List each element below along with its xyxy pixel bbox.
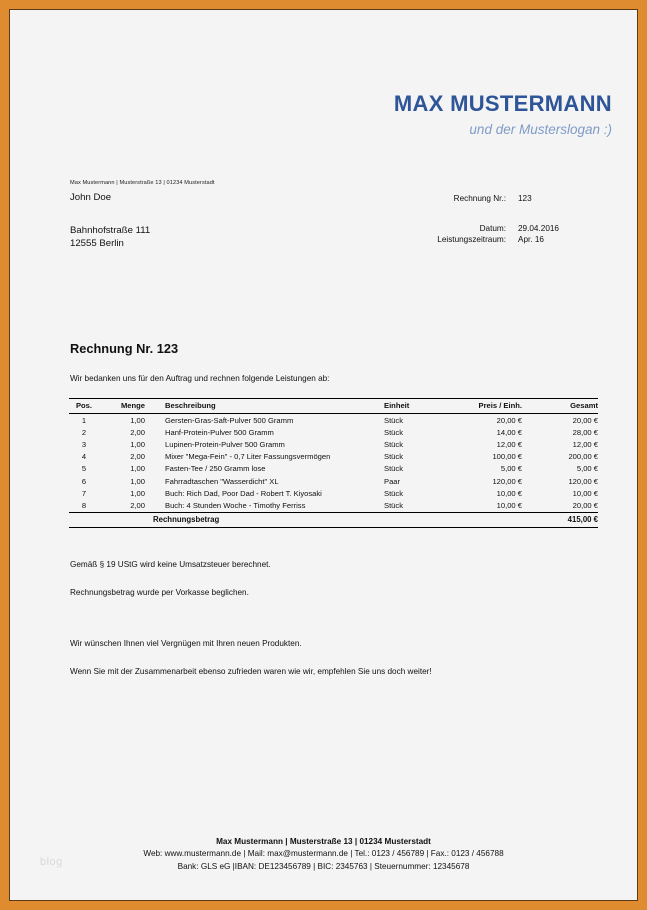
table-row <box>69 499 598 512</box>
cell-gesamt: 10,00 € <box>572 488 598 498</box>
cell-beschreibung: Gersten-Gras-Saft-Pulver 500 Gramm <box>165 415 294 425</box>
invoice-number-row <box>437 194 580 204</box>
cell-beschreibung: Fahrradtaschen "Wasserdicht" XL <box>165 476 279 486</box>
invoice-number-value: 123 <box>518 194 532 203</box>
cell-menge: 1,00 <box>130 464 145 474</box>
invoice-date-value: 29.04.2016 <box>518 224 559 234</box>
cell-beschreibung: Buch: 4 Stunden Woche - Timothy Ferriss <box>165 500 306 510</box>
total-spacer-1 <box>69 512 99 527</box>
cell-pos: 1 <box>81 415 87 425</box>
header-beschreibung: Beschreibung <box>153 399 384 414</box>
watermark: blog <box>40 856 63 868</box>
note-enjoy: Wir wünschen Ihnen viel Vergnügen mit Ihren neuen Produkten. <box>70 639 302 648</box>
cell-menge: 2,00 <box>130 500 145 510</box>
cell-einheit: Stück <box>384 415 403 425</box>
cell-gesamt: 5,00 € <box>576 464 598 474</box>
cell-einheit: Paar <box>384 476 401 486</box>
table-header-row <box>69 399 598 414</box>
cell-menge: 1,00 <box>130 488 145 498</box>
footer-contact-line: Web: www.mustermann.de | Mail: max@mustermann.de | Tel.: 0123 / 456789 | Fax.: 0123 / 456788 <box>143 849 504 859</box>
cell-menge: 1,00 <box>130 476 145 486</box>
cell-einheit: Stück <box>384 427 403 437</box>
note-spacer <box>70 569 590 588</box>
cell-beschreibung: Mixer "Mega-Fein" - 0,7 Liter Fassungsvermögen <box>165 452 331 462</box>
cell-preis: 10,00 € <box>496 488 522 498</box>
recipient-address <box>70 192 150 249</box>
header-preis: Preis / Einh. <box>444 399 522 414</box>
note-tax: Gemäß § 19 UStG wird keine Umsatzsteuer berechnet. <box>70 560 271 569</box>
total-spacer-4 <box>444 512 522 527</box>
cell-preis: 5,00 € <box>500 464 522 474</box>
note-spacer <box>70 597 590 639</box>
table-row <box>69 487 598 499</box>
table-row <box>69 475 598 487</box>
letterhead <box>394 92 612 138</box>
cell-beschreibung: Lupinen-Protein-Pulver 500 Gramm <box>165 439 285 449</box>
cell-pos: 6 <box>81 476 87 486</box>
service-period-row <box>437 235 580 245</box>
recipient-city: 12555 Berlin <box>70 238 124 250</box>
header-einheit: Einheit <box>384 399 444 414</box>
line-items-table <box>69 398 598 528</box>
cell-menge: 2,00 <box>130 452 145 462</box>
total-spacer-3 <box>384 512 444 527</box>
header-menge: Menge <box>99 399 153 414</box>
cell-menge: 1,00 <box>130 415 145 425</box>
cell-preis: 100,00 € <box>492 452 522 462</box>
total-label: Rechnungsbetrag <box>153 512 384 527</box>
note-payment: Rechnungsbetrag wurde per Vorkasse beglichen. <box>70 588 249 597</box>
note-referral: Wenn Sie mit der Zusammenarbeit ebenso zufrieden waren wie wir, empfehlen Sie uns doch weiter! <box>70 667 432 676</box>
cell-pos: 7 <box>81 488 87 498</box>
total-spacer-2 <box>99 512 153 527</box>
header-gesamt: Gesamt <box>522 399 598 414</box>
service-period-value: Apr. 16 <box>518 234 544 244</box>
cell-beschreibung: Buch: Rich Dad, Poor Dad - Robert T. Kiyosaki <box>165 488 322 498</box>
notes-section <box>70 560 590 676</box>
table-row <box>69 451 598 463</box>
invoice-date-row <box>437 224 580 234</box>
service-period-label: Leistungszeitraum: <box>437 234 506 244</box>
footer-bank-line: Bank: GLS eG |IBAN: DE123456789 | BIC: 2345763 | Steuernummer: 12345678 <box>177 861 470 871</box>
cell-einheit: Stück <box>384 464 403 474</box>
company-slogan: und der Musterslogan :) <box>469 122 612 138</box>
invoice-number-label: Rechnung Nr.: <box>453 194 506 203</box>
cell-preis: 20,00 € <box>496 415 522 425</box>
cell-pos: 8 <box>81 500 87 510</box>
cell-pos: 3 <box>81 439 87 449</box>
invoice-page <box>9 9 638 901</box>
cell-beschreibung: Hanf-Protein-Pulver 500 Gramm <box>165 427 274 437</box>
recipient-street: Bahnhofstraße 111 <box>70 225 151 237</box>
cell-preis: 10,00 € <box>496 500 522 510</box>
header-pos: Pos. <box>69 399 99 414</box>
page-title: Rechnung Nr. 123 <box>70 341 179 356</box>
invoice-meta <box>437 194 580 245</box>
cell-einheit: Stück <box>384 488 403 498</box>
cell-gesamt: 120,00 € <box>568 476 598 486</box>
cell-preis: 14,00 € <box>496 427 522 437</box>
cell-preis: 12,00 € <box>496 439 522 449</box>
table-row <box>69 426 598 438</box>
table-row <box>69 438 598 450</box>
cell-pos: 5 <box>81 464 87 474</box>
cell-pos: 4 <box>81 452 87 462</box>
cell-menge: 2,00 <box>130 427 145 437</box>
cell-preis: 120,00 € <box>492 476 522 486</box>
page-footer <box>10 836 637 873</box>
table-total-row <box>69 512 598 527</box>
recipient-name: John Doe <box>70 192 112 203</box>
invoice-date-label: Datum: <box>479 224 506 234</box>
line-items-body <box>69 414 598 528</box>
cell-gesamt: 200,00 € <box>568 452 598 462</box>
cell-gesamt: 12,00 € <box>572 439 598 449</box>
table-row <box>69 463 598 475</box>
cell-gesamt: 20,00 € <box>572 415 598 425</box>
cell-gesamt: 20,00 € <box>572 500 598 510</box>
cell-einheit: Stück <box>384 439 403 449</box>
cell-menge: 1,00 <box>130 439 145 449</box>
sender-return-address: Max Mustermann | Musterstraße 13 | 01234 Musterstadt <box>70 180 215 186</box>
table-row <box>69 414 598 427</box>
note-spacer <box>70 648 590 667</box>
footer-company-line: Max Mustermann | Musterstraße 13 | 01234 Musterstadt <box>216 837 431 847</box>
company-name: MAX MUSTERMANN <box>393 91 612 116</box>
meta-spacer <box>437 204 580 224</box>
total-value: 415,00 € <box>522 512 598 527</box>
cell-pos: 2 <box>81 427 87 437</box>
intro-text: Wir bedanken uns für den Auftrag und rechnen folgende Leistungen ab: <box>70 374 330 383</box>
cell-beschreibung: Fasten-Tee / 250 Gramm lose <box>165 464 266 474</box>
cell-einheit: Stück <box>384 500 403 510</box>
cell-einheit: Stück <box>384 452 403 462</box>
cell-gesamt: 28,00 € <box>572 427 598 437</box>
